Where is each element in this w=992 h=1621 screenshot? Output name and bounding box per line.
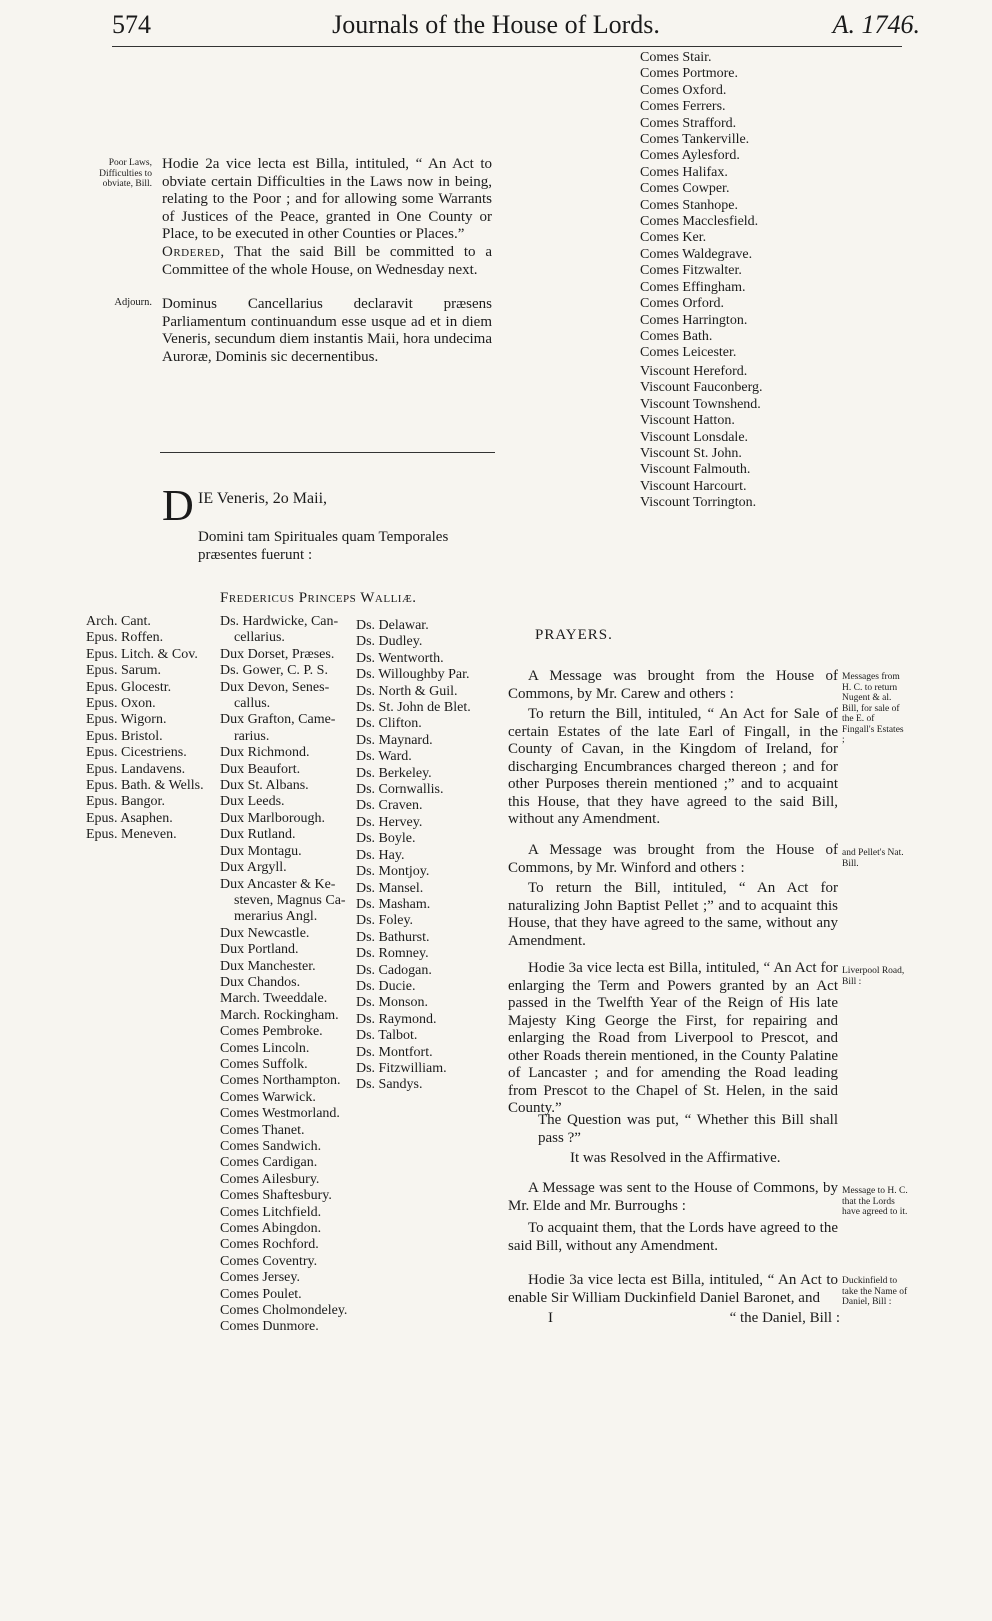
attendee: Comes Northampton. [220, 1073, 341, 1089]
attendee: Ds. Craven. [356, 798, 423, 814]
paragraph-adjourn: Dominus Cancellarius declaravit præsens Parliamentum continuandum esse usque ad et in diem Veneris, secundum diem instantis Maii, hora undecima Auroræ, Dominis sic decernentibus. [162, 296, 492, 365]
attendee: Comes Tankerville. [640, 132, 750, 148]
page-number: 574 [112, 10, 151, 39]
margin-note-poor-laws: Poor Laws, Difficulties to obviate, Bill. [99, 158, 152, 189]
attendee: Ds. Raymond. [356, 1011, 437, 1027]
attendee: steven, Magnus Ca- [234, 892, 346, 908]
attendee: Comes Cardigan. [220, 1155, 318, 1171]
attendance-col-dukes-earls [220, 614, 347, 1336]
attendee: Epus. Landavens. [86, 761, 186, 777]
attendee: Ds. Monson. [356, 995, 428, 1011]
attendee: Comes Leicester. [640, 345, 737, 361]
attendee: Comes Fitzwalter. [640, 263, 742, 279]
message-elde-text: To acquaint them, that the Lords have agreed to the said Bill, without any Amendment. [508, 1220, 838, 1254]
signature-mark: I [548, 1310, 553, 1326]
paragraph-liverpool: Hodie 3a vice lecta est Billa, intituled, “ An Act for enlarging the Term and Powers granted by an Act passed in the Twelfth Year of the Reign of His late Majesty King George the First, for repairing and enlarging the Road from Liverpool to Prescot, and other Roads therein mentioned, in the County Palatine of Lancaster ; and for amending the Road leading from Prescot to the Chapel of St. Helen, in the said County.” [508, 960, 838, 1116]
attendee: Comes Halifax. [640, 164, 728, 180]
attendee: Dux Argyll. [220, 860, 287, 876]
resolved-line: It was Resolved in the Affirmative. [570, 1150, 781, 1166]
attendee: Comes Poulet. [220, 1286, 302, 1302]
attendee: Dux Grafton, Came- [220, 712, 336, 728]
die-heading: IE Veneris, 2o Maii, [198, 490, 328, 507]
attendee: Ds. Wentworth. [356, 650, 444, 666]
attendee: Ds. Ward. [356, 749, 412, 765]
attendee: Ds. Delawar. [356, 618, 429, 633]
paragraph-ordered [162, 244, 492, 279]
attendee: Comes Oxford. [640, 82, 727, 98]
attendee: Comes Jersey. [220, 1270, 300, 1286]
attendee: Viscount Falmouth. [640, 462, 751, 478]
attendee: callus. [234, 696, 271, 712]
attendee: March. Tweeddale. [220, 991, 328, 1007]
attendee: Comes Effingham. [640, 279, 746, 295]
attendee: Dux Portland. [220, 942, 299, 958]
attendee: Dux Manchester. [220, 958, 316, 974]
attendee: Dux Montagu. [220, 843, 302, 859]
attendance-col-viscounts [640, 364, 763, 512]
attendee: Viscount St. John. [640, 446, 742, 462]
margin-note-msg3: Message to H. C. that the Lords have agreed to it. [842, 1186, 908, 1217]
attendee: Comes Macclesfield. [640, 214, 759, 230]
journal-title: Journals of the House of Lords. [332, 10, 660, 39]
attendee: Viscount Hatton. [640, 413, 735, 429]
attendee: Comes Cowper. [640, 181, 730, 197]
attendee: Dux Richmond. [220, 745, 310, 761]
attendee: Comes Bath. [640, 328, 713, 344]
attendee: Comes Ferrers. [640, 99, 726, 115]
attendee: Epus. Asaphen. [86, 810, 173, 826]
attendee: Ds. Foley. [356, 913, 414, 929]
attendee: Ds. Clifton. [356, 716, 422, 732]
attendee: Epus. Cicestriens. [86, 745, 187, 761]
attendee: Comes Shaftesbury. [220, 1188, 332, 1204]
attendee: Ds. Mansel. [356, 880, 424, 896]
attendee: Ds. Hervey. [356, 814, 423, 830]
attendee: Comes Abingdon. [220, 1221, 322, 1237]
attendee: Comes Portmore. [640, 66, 738, 82]
attendee: Dux St. Albans. [220, 778, 309, 794]
catchword: “ the Daniel, Bill : [729, 1310, 840, 1326]
attendee: Dux Chandos. [220, 974, 301, 990]
attendee: Ds. Maynard. [356, 732, 433, 748]
margin-note-pellet: and Pellet's Nat. Bill. [842, 848, 904, 869]
attendee: Ds. Berkeley. [356, 765, 432, 781]
margin-note-liverpool: Liverpool Road, Bill : [842, 966, 905, 987]
attendee: Comes Lincoln. [220, 1040, 310, 1056]
message-winford-text: To return the Bill, intituled, “ An Act for naturalizing John Baptist Pellet ;” and to acquaint this House, that they have agreed to the same, without any Amendment. [508, 880, 838, 949]
message-winford: A Message was brought from the House of Commons, by Mr. Winford and others : [508, 842, 838, 876]
attendee: Comes Ailesbury. [220, 1171, 320, 1187]
attendee: Epus. Bristol. [86, 728, 163, 744]
ordered-label: Ordered, [162, 244, 225, 260]
attendee: Epus. Sarum. [86, 663, 162, 679]
attendee: Comes Dunmore. [220, 1319, 319, 1335]
attendee: Epus. Meneven. [86, 827, 177, 843]
attendee: Dux Newcastle. [220, 925, 310, 941]
page-header [0, 10, 992, 50]
attendee: Ds. Cadogan. [356, 962, 432, 978]
prayers-heading: PRAYERS. [535, 627, 613, 643]
attendee: Dux Ancaster & Ke- [220, 876, 336, 892]
attendee: Comes Cholmondeley. [220, 1303, 348, 1319]
attendee: Comes Orford. [640, 296, 724, 312]
margin-note-duckinfield: Duckinfield to take the Name of Daniel, Bill : [842, 1276, 908, 1307]
attendee: Ds. Hardwicke, Can- [220, 614, 339, 629]
attendee: Viscount Townshend. [640, 396, 761, 412]
attendee: Ds. Dudley. [356, 634, 423, 650]
attendee: Ds. Cornwallis. [356, 782, 444, 798]
attendee: Ds. Bathurst. [356, 929, 430, 945]
attendee: Comes Thanet. [220, 1122, 305, 1138]
attendee: Ds. Fitzwilliam. [356, 1060, 447, 1076]
message-carew-text: To return the Bill, intituled, “ An Act for Sale of certain Estates of the late Earl of Fingall, in the County of Cavan, in the Kingdom of Ireland, for discharging Encumbrances charged thereon ; and for other Purposes therein mentioned ;” and to acquaint this House, that they have agreed to the said Bill, without any Amendment. [508, 706, 838, 827]
attendee: Comes Warwick. [220, 1089, 316, 1105]
attendee: Comes Sandwich. [220, 1139, 322, 1154]
attendee: Dux Marlborough. [220, 810, 325, 826]
attendee: Dux Leeds. [220, 794, 285, 810]
attendee: Epus. Wigorn. [86, 712, 167, 728]
attendee: Dux Rutland. [220, 827, 296, 843]
paragraph-poor-laws: Hodie 2a vice lecta est Billa, intituled, “ An Act to obviate certain Difficulties in the Laws now in being, relating to the Poor ; and for allowing some Warrants of Justices of the Peace, granted in One County or Place, to be executed in other Counties or Places.” [162, 156, 492, 242]
attendee: Ds. Hay. [356, 847, 405, 863]
attendee: Comes Suffolk. [220, 1056, 308, 1072]
ordered-text: That the said Bill be committed to a Committee of the whole House, on Wednesday next. [162, 244, 493, 278]
attendee: Epus. Bangor. [86, 794, 165, 810]
attendee: Ds. Masham. [356, 896, 431, 912]
attendee: Comes Strafford. [640, 115, 737, 131]
attendee: cellarius. [234, 630, 285, 646]
attendee: Viscount Harcourt. [640, 478, 747, 494]
attendance-col-barons [356, 618, 471, 1094]
header-rule [112, 46, 902, 47]
attendee: Ds. Montfort. [356, 1044, 433, 1060]
attendee: rarius. [234, 728, 270, 744]
attendee: Comes Westmorland. [220, 1106, 340, 1122]
attendee: Comes Litchfield. [220, 1204, 322, 1220]
attendee: Ds. St. John de Blet. [356, 700, 471, 716]
attendance-col-bishops [86, 614, 204, 844]
attendee: Ds. Willoughby Par. [356, 667, 470, 683]
die-subheading: Domini tam Spirituales quam Temporales præsentes fuerunt : [198, 529, 449, 563]
attendee: Ds. North & Guil. [356, 683, 458, 699]
attendee: Ds. Montjoy. [356, 864, 430, 880]
attendee: Comes Ker. [640, 230, 707, 246]
attendee: merarius Angl. [234, 909, 318, 925]
attendee: Epus. Roffen. [86, 630, 164, 646]
attendee: Viscount Hereford. [640, 364, 748, 379]
attendee: Epus. Litch. & Cov. [86, 646, 198, 662]
attendee: Dux Dorset, Præses. [220, 646, 335, 662]
message-elde: A Message was sent to the House of Commons, by Mr. Elde and Mr. Burroughs : [508, 1180, 838, 1214]
attendee: Epus. Bath. & Wells. [86, 778, 204, 794]
attendee: March. Rockingham. [220, 1007, 339, 1023]
attendee: Comes Stanhope. [640, 197, 738, 213]
message-carew: A Message was brought from the House of Commons, by Mr. Carew and others : [508, 668, 838, 702]
attendee: Ds. Talbot. [356, 1028, 418, 1044]
paragraph-duckinfield: Hodie 3a vice lecta est Billa, intituled, “ An Act to enable Sir William Duckinfield Daniel Baronet, and [508, 1272, 838, 1306]
attendee: Viscount Lonsdale. [640, 429, 749, 445]
attendee: Comes Pembroke. [220, 1024, 323, 1040]
attendee: Comes Coventry. [220, 1253, 318, 1269]
attendee: Comes Rochford. [220, 1237, 319, 1253]
attendance-col-earls [640, 50, 758, 362]
attendee: Epus. Glocestr. [86, 679, 172, 695]
attendee: Ds. Gower, C. P. S. [220, 663, 328, 679]
attendee: Dux Devon, Senes- [220, 679, 330, 695]
attendee: Ds. Boyle. [356, 831, 416, 847]
attendee: Epus. Oxon. [86, 696, 156, 712]
attendee: Dux Beaufort. [220, 761, 301, 777]
attendee: Comes Waldegrave. [640, 246, 753, 262]
margin-note-messages: Messages from H. C. to return Nugent & al. Bill, for sale of the E. of Fingall's Estates ; [842, 672, 904, 745]
section-rule [160, 452, 495, 453]
attendee: Ds. Ducie. [356, 978, 416, 994]
attendee: Ds. Sandys. [356, 1077, 423, 1093]
attendee: Ds. Romney. [356, 946, 429, 962]
question-line: The Question was put, “ Whether this Bill shall pass ?” [538, 1112, 838, 1146]
attendee: Viscount Torrington. [640, 495, 757, 511]
margin-note-adjourn: Adjourn. [114, 297, 152, 308]
die-dropcap: D [162, 481, 194, 530]
attendee: Viscount Fauconberg. [640, 380, 763, 396]
attendee: Comes Stair. [640, 50, 712, 65]
journal-year: A. 1746. [832, 10, 920, 39]
attendee: Comes Aylesford. [640, 148, 740, 164]
prince-line: Fredericus Princeps Walliæ. [220, 590, 417, 606]
attendee: Arch. Cant. [86, 614, 151, 629]
attendee: Comes Harrington. [640, 312, 748, 328]
